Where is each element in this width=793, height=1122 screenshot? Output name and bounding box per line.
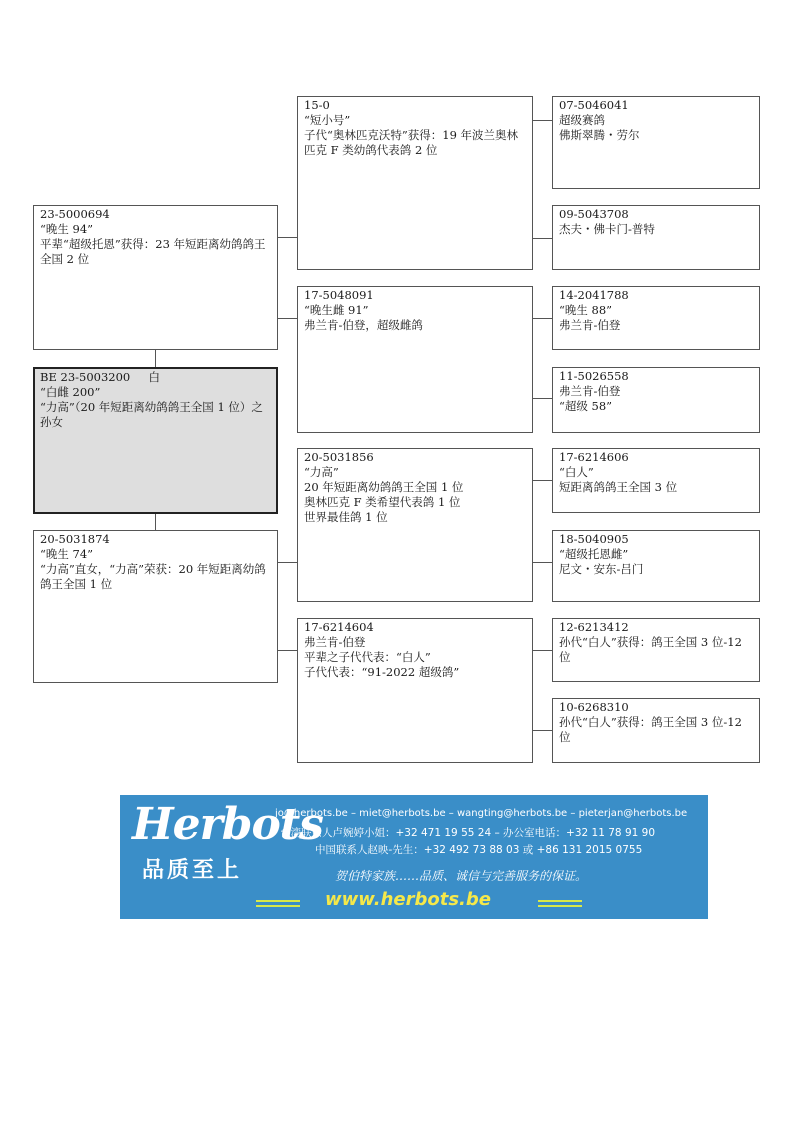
banner-tagline: 品质至上 — [142, 858, 243, 883]
ds-ring: 20-5031856 — [304, 450, 374, 464]
dd-card — [297, 618, 533, 763]
connector-dd-ddd — [533, 730, 552, 731]
sd-note: 弗兰肯-伯登，超级雌鸽 — [304, 318, 423, 332]
dsd-ring: 18-5040905 — [559, 532, 629, 546]
connector-ss-ssd — [533, 238, 552, 239]
dsd-line1: “超级托恩雌” — [559, 547, 629, 561]
banner-emails[interactable]: jo@herbots.be – miet@herbots.be – wangting@herbots.be – pieterjan@herbots.be — [275, 808, 688, 819]
dds-line1: 孙代“白人”获得：鸽王全国 3 位-12 位 — [559, 635, 746, 664]
subject-name: “白雌 200” — [40, 385, 101, 399]
sire-note: 平辈“超级托恩”获得：23 年短距离幼鸽鸽王全国 2 位 — [40, 237, 266, 266]
sss-line1: 超级赛鸽 — [559, 113, 605, 127]
banner-slogan: 贺伯特家族……品质、诚信与完善服务的保证。 — [335, 869, 588, 883]
sd-name: “晚生雌 91” — [304, 303, 369, 317]
ssd-ring: 09-5043708 — [559, 207, 629, 221]
dd-name: 弗兰肯-伯登 — [304, 635, 366, 649]
sire-name: “晚生 94” — [40, 222, 94, 236]
banner-website-link[interactable]: www.herbots.be — [325, 889, 491, 910]
sds-ring: 14-2041788 — [559, 288, 629, 302]
sds-line2: 弗兰肯-伯登 — [559, 318, 621, 332]
connector-ds-dss — [533, 480, 552, 481]
banner-deco-right — [538, 900, 582, 907]
dd-ring: 17-6214604 — [304, 620, 374, 634]
sire-ring: 23-5000694 — [40, 207, 110, 221]
dsd-line2: 尼文・安东-吕门 — [559, 562, 644, 576]
sss-line2: 佛斯翠腾・劳尔 — [559, 128, 640, 142]
banner-china-contact: 中国联系人赵映-先生：+32 492 73 88 03 或 +86 131 2015 0755 — [315, 844, 643, 856]
ss-card — [297, 96, 533, 270]
herbots-banner — [120, 795, 708, 919]
sdd-line2: “超级 58” — [559, 399, 613, 413]
connector-sire-subject — [155, 350, 156, 367]
connector-sd-sdd — [533, 398, 552, 399]
subject-ring: BE 23-5003200 — [40, 370, 131, 384]
connector-subject-dam — [155, 514, 156, 530]
ds-card — [297, 448, 533, 602]
dd-note: 平辈之子代代表：“白人” 子代代表：“91-2022 超级鸽” — [304, 650, 460, 679]
dss-line2: 短距离鸽鸽王全国 3 位 — [559, 480, 678, 494]
dss-line1: “白人” — [559, 465, 594, 479]
dsd-card — [552, 530, 760, 602]
ddd-line1: 孙代“白人”获得：鸽王全国 3 位-12 位 — [559, 715, 746, 744]
sdd-ring: 11-5026558 — [559, 369, 629, 383]
ds-note: 20 年短距离幼鸽鸽王全国 1 位 奥林匹克 F 类希望代表鸽 1 位 世界最佳鸽 1 位 — [304, 480, 464, 524]
dam-card — [33, 530, 278, 683]
connector-ds-dsd — [533, 562, 552, 563]
dam-ring: 20-5031874 — [40, 532, 110, 546]
sds-line1: “晚生 88” — [559, 303, 613, 317]
ssd-card — [552, 205, 760, 270]
sd-ring: 17-5048091 — [304, 288, 374, 302]
ddd-ring: 10-6268310 — [559, 700, 629, 714]
connector-dd-dds — [533, 650, 552, 651]
dds-ring: 12-6213412 — [559, 620, 629, 634]
sdd-line1: 弗兰肯-伯登 — [559, 384, 621, 398]
dss-card — [552, 448, 760, 513]
sss-card — [552, 96, 760, 189]
herbots-logo: Herbots — [132, 799, 323, 850]
sd-card — [297, 286, 533, 433]
connector-dam-ds — [278, 562, 297, 563]
dss-ring: 17-6214606 — [559, 450, 629, 464]
banner-taiwan-contact: 台湾联系人卢婉婷小姐：+32 471 19 55 24 – 办公室电话：+32 11 78 91 90 — [280, 827, 656, 839]
connector-ss-sss — [533, 120, 552, 121]
banner-deco-left — [256, 900, 300, 907]
sds-card — [552, 286, 760, 350]
connector-sire-sd — [278, 318, 297, 319]
ss-name: “短小号” — [304, 113, 351, 127]
connector-sd-sds — [533, 318, 552, 319]
subject-card — [33, 367, 278, 514]
dds-card — [552, 618, 760, 682]
dam-name: “晚生 74” — [40, 547, 94, 561]
connector-dam-dd — [278, 650, 297, 651]
subject-note: “力高”（20 年短距离幼鸽鸽王全国 1 位）之孙女 — [40, 400, 263, 429]
ddd-card — [552, 698, 760, 763]
ss-note: 子代“奥林匹克沃特”获得：19 年波兰奥林匹克 F 类幼鸽代表鸽 2 位 — [304, 128, 519, 157]
ss-ring: 15-0 — [304, 98, 330, 112]
connector-sire-ss — [278, 237, 297, 238]
subject-color: 白 — [148, 370, 161, 384]
ds-name: “力高” — [304, 465, 339, 479]
sss-ring: 07-5046041 — [559, 98, 629, 112]
sdd-card — [552, 367, 760, 433]
dam-note: “力高”直女，“力高”荣获：20 年短距离幼鸽鸽王全国 1 位 — [40, 562, 266, 591]
sire-card — [33, 205, 278, 350]
ssd-line1: 杰夫・佛卡门-普特 — [559, 222, 655, 236]
